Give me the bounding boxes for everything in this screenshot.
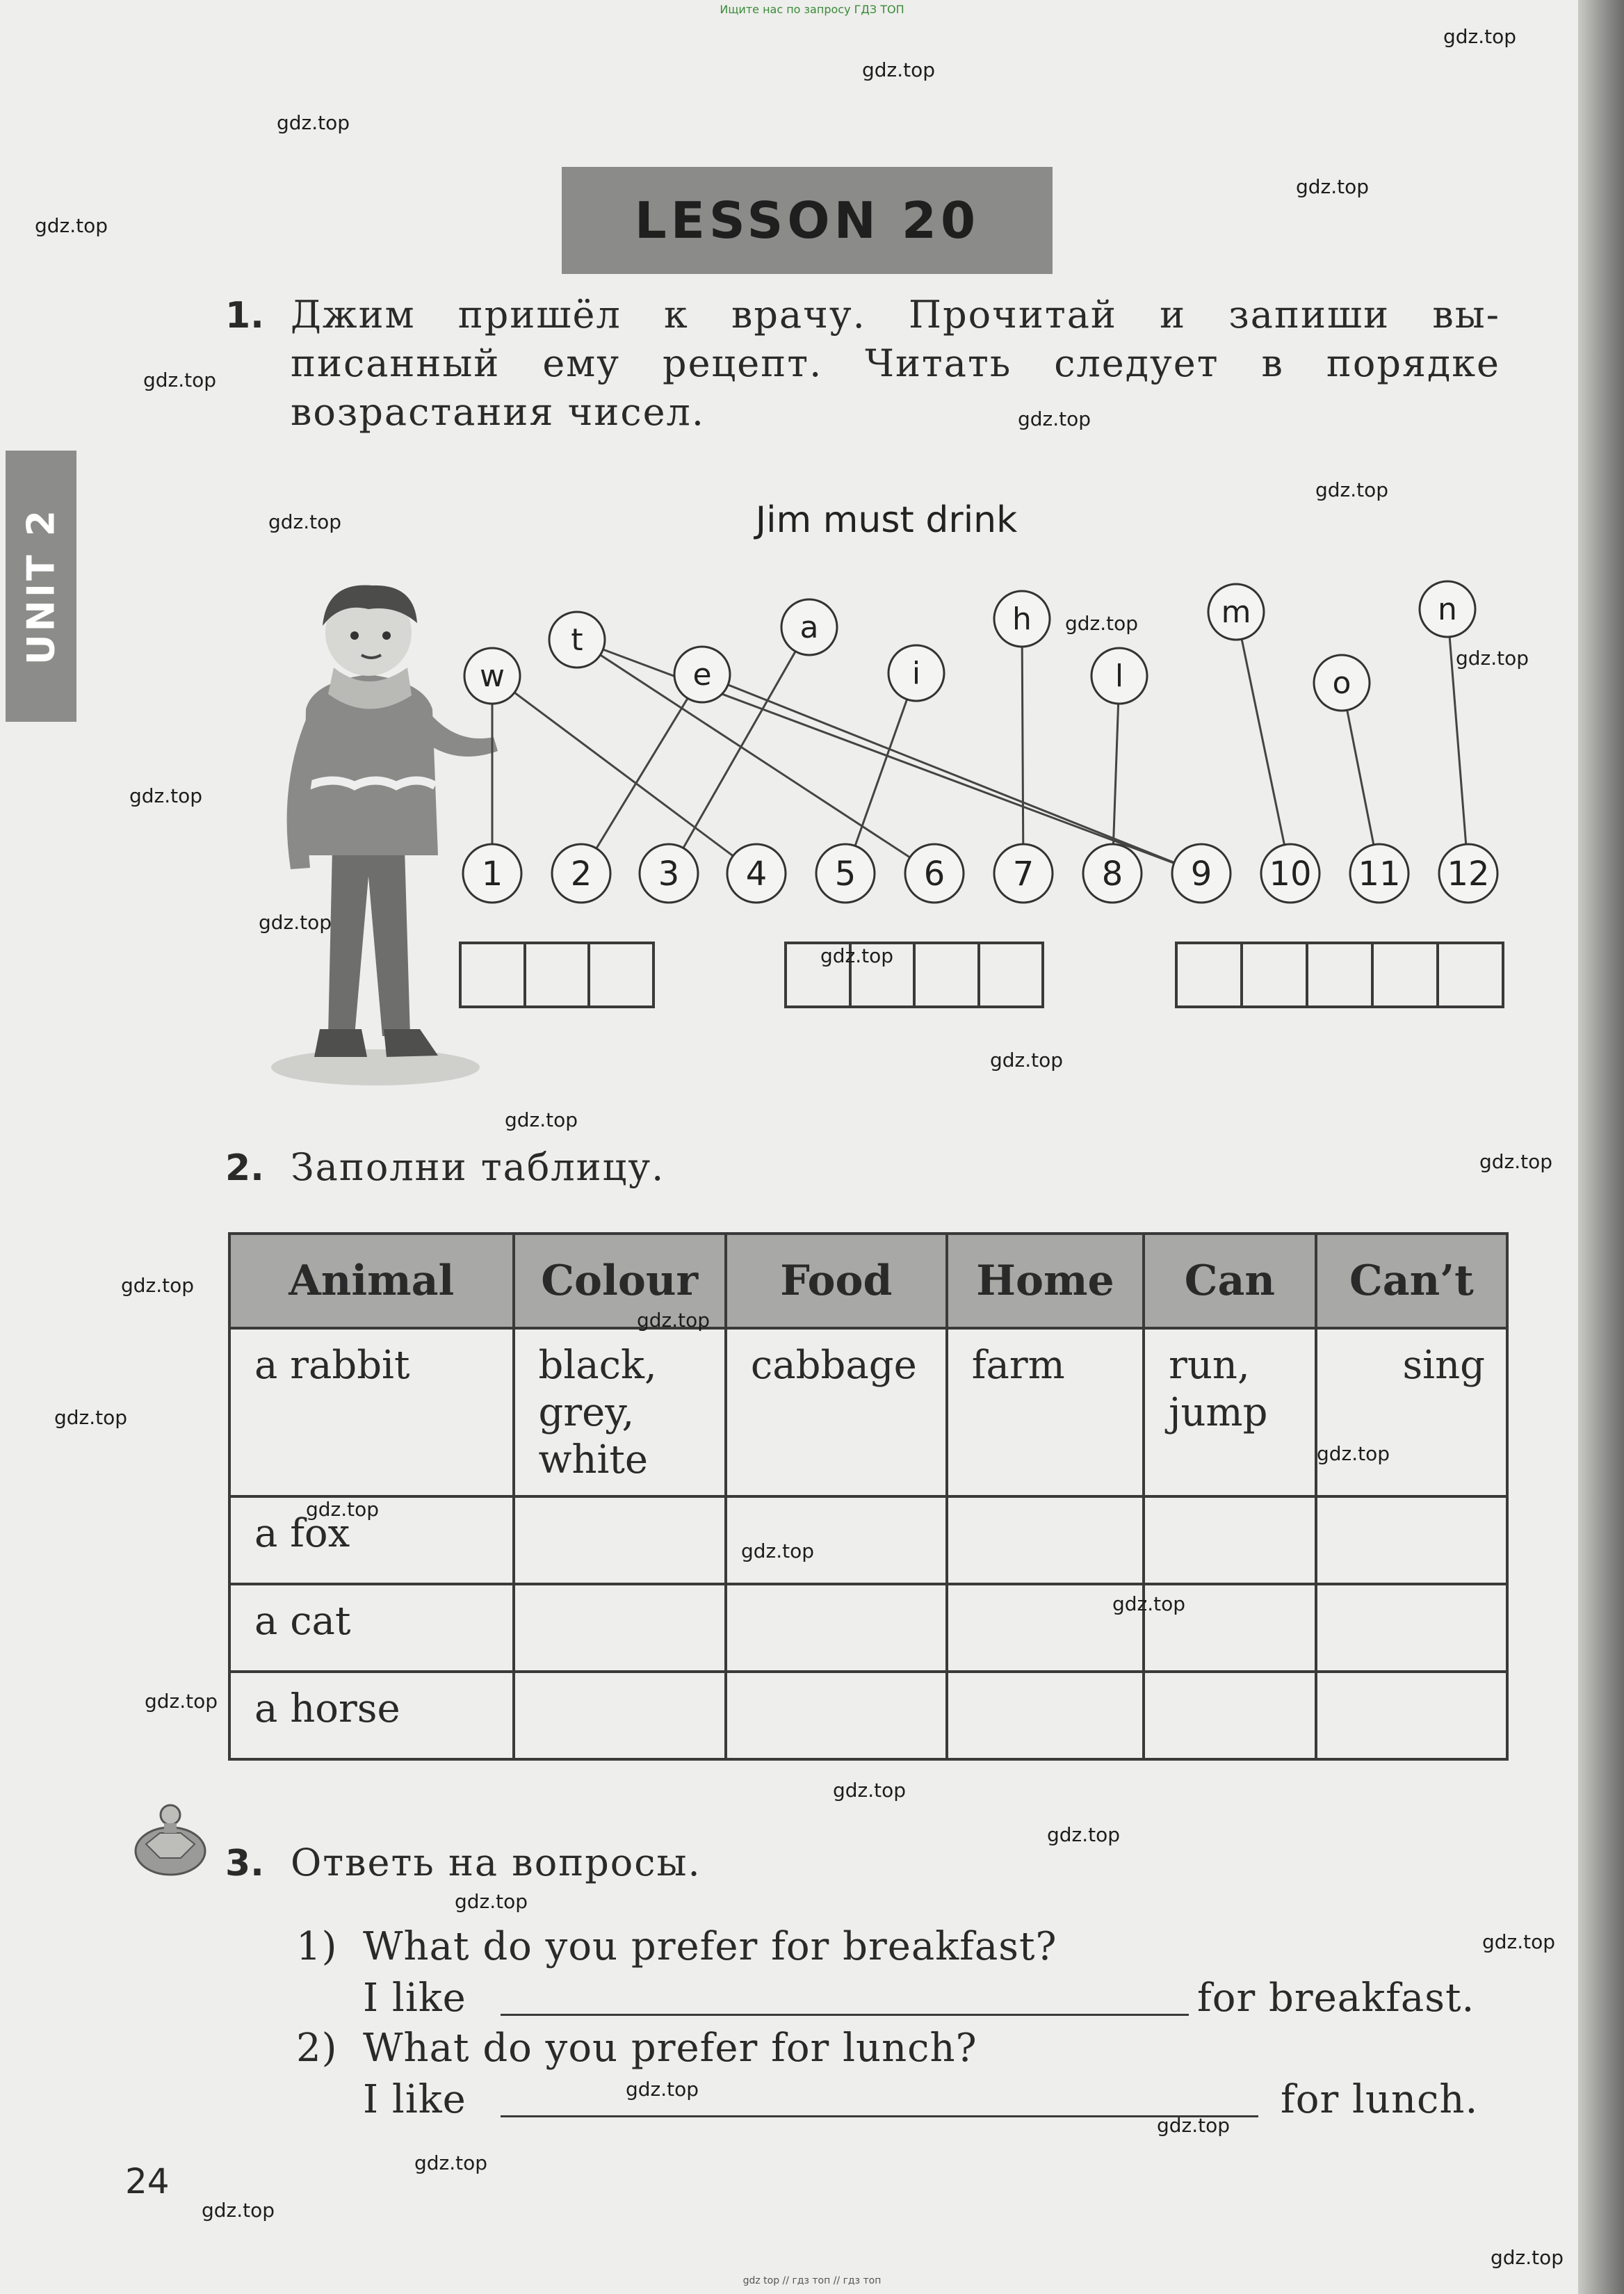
cell-home[interactable] bbox=[947, 1496, 1144, 1584]
letter-label: l bbox=[1114, 659, 1124, 694]
watermark-text: gdz.top bbox=[259, 911, 332, 934]
letter-label: n bbox=[1438, 592, 1457, 627]
watermark-text: gdz.top bbox=[54, 1406, 128, 1429]
cell-food[interactable] bbox=[726, 1672, 947, 1759]
number-label: 5 bbox=[834, 855, 856, 894]
watermark-text: gdz.top bbox=[637, 1309, 710, 1332]
cell-colour: black, grey, white bbox=[514, 1328, 726, 1496]
a1-end: for breakfast. bbox=[1197, 1976, 1475, 2021]
connector-line bbox=[1236, 612, 1290, 873]
watermark-text: gdz.top bbox=[1157, 2114, 1231, 2137]
watermark-text: gdz.top bbox=[455, 1890, 528, 1913]
watermark-text: gdz.top bbox=[1047, 1823, 1121, 1846]
watermark-text: gdz.top bbox=[1315, 478, 1389, 501]
table-row bbox=[229, 1672, 1507, 1759]
table-header-row bbox=[229, 1234, 1507, 1328]
cell-can[interactable] bbox=[1144, 1496, 1316, 1584]
watermark-text: gdz.top bbox=[1296, 175, 1370, 198]
number-label: 11 bbox=[1358, 855, 1401, 894]
connector-line bbox=[1022, 619, 1023, 873]
connector-line bbox=[577, 640, 934, 873]
task1-line-3: возрастания чисел. bbox=[291, 390, 706, 434]
watermark-text: gdz.top bbox=[1443, 25, 1517, 48]
watermark-text: gdz.top bbox=[1065, 612, 1139, 635]
watermark-text: gdz.top bbox=[990, 1049, 1064, 1072]
header-colour: Colour bbox=[514, 1234, 726, 1328]
watermark-text: gdz.top bbox=[1491, 2246, 1564, 2269]
header-home: Home bbox=[947, 1234, 1144, 1328]
header-cant: Can’t bbox=[1316, 1234, 1507, 1328]
q1-text: What do you prefer for breakfast? bbox=[363, 1924, 1057, 1969]
watermark-text: gdz.top bbox=[626, 2078, 699, 2101]
task3-number: 3. bbox=[225, 1843, 264, 1884]
watermark-text: gdz.top bbox=[145, 1690, 218, 1713]
watermark-text: gdz.top bbox=[414, 2151, 488, 2174]
letter-label: i bbox=[911, 656, 921, 691]
letter-label: h bbox=[1012, 601, 1032, 637]
watermark-text: gdz.top bbox=[1018, 407, 1091, 430]
watermark-text: gdz.top bbox=[505, 1108, 578, 1131]
cell-colour[interactable] bbox=[514, 1672, 726, 1759]
cell-colour[interactable] bbox=[514, 1584, 726, 1672]
watermark-text: gdz.top bbox=[35, 214, 108, 237]
cell-animal: a rabbit bbox=[229, 1328, 514, 1496]
cell-cant[interactable] bbox=[1316, 1584, 1507, 1672]
number-label: 4 bbox=[745, 855, 768, 894]
cell-food: cabbage bbox=[726, 1328, 947, 1496]
task1-line-1: Джим пришёл к врачу. Прочитай и запиши вы- bbox=[291, 293, 1500, 337]
cell-cant[interactable] bbox=[1316, 1672, 1507, 1759]
connector-line bbox=[581, 675, 702, 873]
watermark-text: gdz.top bbox=[741, 1540, 815, 1562]
header-food: Food bbox=[726, 1234, 947, 1328]
task1-number: 1. bbox=[225, 295, 264, 337]
watermark-text: gdz.top bbox=[862, 58, 936, 81]
bottom-note: gdz top // гдз топ // гдз топ bbox=[742, 2275, 882, 2286]
number-label: 1 bbox=[481, 855, 503, 894]
answer-box-group-1[interactable] bbox=[459, 942, 655, 1008]
cell-home[interactable] bbox=[947, 1672, 1144, 1759]
puzzle-diagram bbox=[0, 0, 1624, 904]
connector-line bbox=[702, 675, 1201, 873]
cell-cant: sing bbox=[1316, 1328, 1507, 1496]
answer-box-group-3[interactable] bbox=[1175, 942, 1504, 1008]
header-animal: Animal bbox=[229, 1234, 514, 1328]
q2-text: What do you prefer for lunch? bbox=[363, 2026, 977, 2071]
cell-cant[interactable] bbox=[1316, 1496, 1507, 1584]
watermark-text: gdz.top bbox=[268, 510, 342, 533]
cell-animal: a horse bbox=[229, 1672, 514, 1759]
cell-animal: a fox bbox=[229, 1496, 514, 1584]
watermark-text: gdz.top bbox=[129, 784, 203, 807]
number-label: 8 bbox=[1101, 855, 1123, 894]
letter-label: a bbox=[799, 610, 819, 645]
a2-start: I like bbox=[363, 2077, 466, 2122]
watermark-text: gdz.top bbox=[1482, 1930, 1556, 1953]
turtle-icon bbox=[125, 1802, 216, 1886]
table-row bbox=[229, 1328, 1507, 1496]
cell-can: run, jump bbox=[1144, 1328, 1316, 1496]
a1-start: I like bbox=[363, 1976, 466, 2021]
number-label: 6 bbox=[923, 855, 945, 894]
watermark-text: gdz.top bbox=[833, 1779, 907, 1802]
task2-number: 2. bbox=[225, 1147, 264, 1189]
top-note: Ищите нас по запросу ГДЗ ТОП bbox=[720, 3, 904, 16]
watermark-text: gdz.top bbox=[277, 111, 350, 134]
cell-animal: a cat bbox=[229, 1584, 514, 1672]
number-label: 12 bbox=[1447, 855, 1490, 894]
q1-number: 1) bbox=[296, 1924, 338, 1969]
letter-label: m bbox=[1221, 595, 1251, 630]
watermark-text: gdz.top bbox=[202, 2199, 275, 2222]
animal-table bbox=[228, 1232, 1509, 1761]
page-number: 24 bbox=[125, 2161, 170, 2202]
a2-blank[interactable] bbox=[501, 2115, 1258, 2117]
q2-number: 2) bbox=[296, 2026, 338, 2071]
number-label: 9 bbox=[1190, 855, 1212, 894]
watermark-text: gdz.top bbox=[1479, 1150, 1553, 1173]
task1-line-2: писанный ему рецепт. Читать следует в порядке bbox=[291, 341, 1500, 385]
unit-tab-label: UNIT 2 bbox=[19, 507, 63, 665]
connector-line bbox=[492, 676, 756, 873]
header-can: Can bbox=[1144, 1234, 1316, 1328]
connector-line bbox=[845, 673, 916, 873]
watermark-text: gdz.top bbox=[1112, 1592, 1186, 1615]
cell-can[interactable] bbox=[1144, 1672, 1316, 1759]
number-label: 3 bbox=[658, 855, 680, 894]
watermark-text: gdz.top bbox=[306, 1498, 380, 1521]
puzzle-title: Jim must drink bbox=[755, 499, 1018, 541]
cell-home: farm bbox=[947, 1328, 1144, 1496]
letter-label: t bbox=[571, 622, 583, 658]
table-row bbox=[229, 1496, 1507, 1584]
task3-instruction: Ответь на вопросы. bbox=[291, 1841, 701, 1884]
watermark-text: gdz.top bbox=[820, 944, 894, 967]
watermark-text: gdz.top bbox=[143, 369, 217, 391]
watermark-text: gdz.top bbox=[1317, 1442, 1390, 1465]
letter-label: o bbox=[1332, 665, 1351, 701]
number-label: 10 bbox=[1269, 855, 1312, 894]
letter-label: w bbox=[480, 659, 505, 694]
number-label: 7 bbox=[1012, 855, 1034, 894]
cell-food[interactable] bbox=[726, 1584, 947, 1672]
a2-end: for lunch. bbox=[1281, 2077, 1479, 2122]
task2-instruction: Заполни таблицу. bbox=[291, 1145, 665, 1189]
watermark-text: gdz.top bbox=[121, 1274, 195, 1297]
cell-colour[interactable] bbox=[514, 1496, 726, 1584]
letter-label: e bbox=[692, 657, 712, 693]
number-label: 2 bbox=[570, 855, 592, 894]
lesson-title: LESSON 20 bbox=[634, 191, 980, 250]
watermark-text: gdz.top bbox=[1456, 647, 1529, 670]
a1-blank[interactable] bbox=[501, 2014, 1189, 2016]
table-row bbox=[229, 1584, 1507, 1672]
